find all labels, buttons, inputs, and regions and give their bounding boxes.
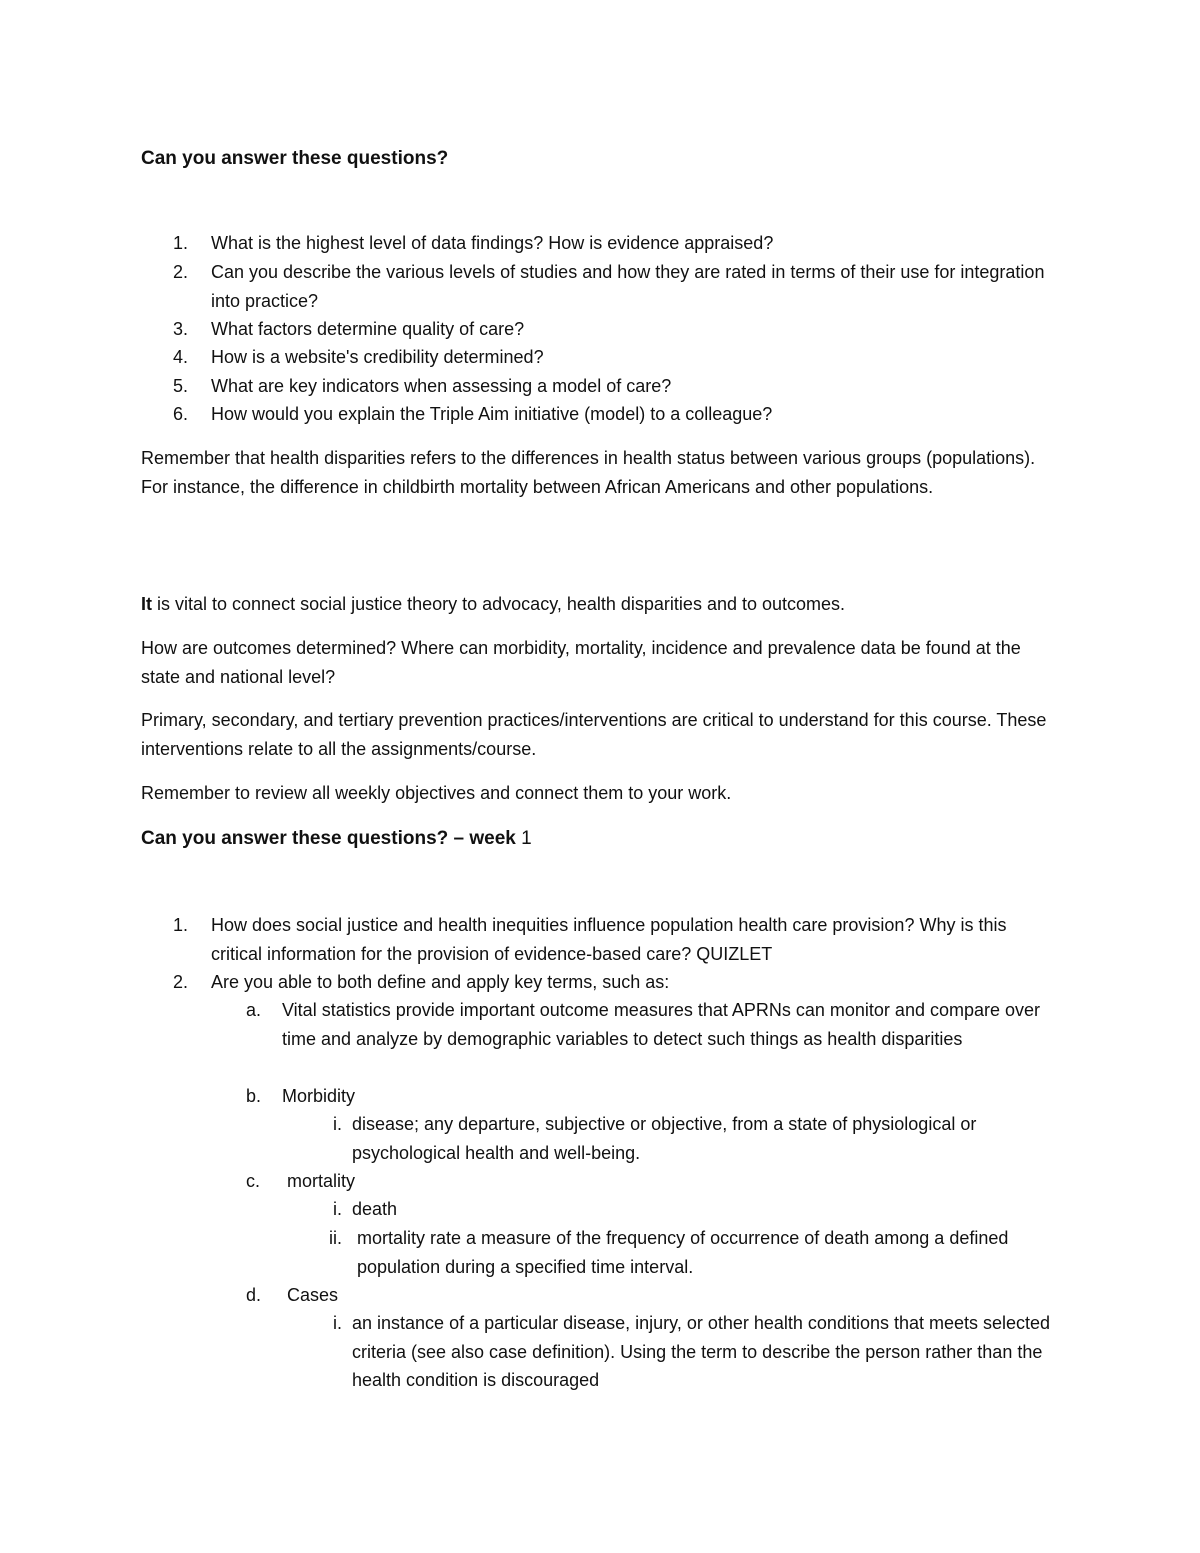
list-item bbox=[173, 372, 1061, 401]
definition-text: death bbox=[352, 1199, 398, 1219]
list-number: 3. bbox=[173, 319, 189, 339]
list-item bbox=[173, 343, 1061, 372]
definition-marker: i. bbox=[333, 1313, 342, 1333]
term-item bbox=[246, 1167, 1072, 1196]
list-number: 6. bbox=[173, 404, 189, 424]
definition-marker: ii. bbox=[329, 1228, 342, 1248]
list-number: 2. bbox=[173, 972, 189, 992]
term-text: Morbidity bbox=[282, 1086, 356, 1106]
prevention-paragraph: Primary, secondary, and tertiary prevention practices/interventions are critical to understand for this course. These interventions relate to all the assignments/course. bbox=[141, 710, 1047, 759]
list-item bbox=[173, 258, 1061, 315]
vital-text: is vital to connect social justice theory to advocacy, health disparities and to outcomes. bbox=[152, 594, 846, 614]
question-text: What is the highest level of data findings? How is evidence appraised? bbox=[211, 233, 774, 253]
list-number: 1. bbox=[173, 233, 189, 253]
term-marker: c. bbox=[246, 1171, 261, 1191]
list-item bbox=[173, 400, 1061, 429]
outcomes-paragraph: How are outcomes determined? Where can morbidity, mortality, incidence and prevalence data be found at the state and national level? bbox=[141, 638, 1021, 687]
term-marker: b. bbox=[246, 1086, 262, 1106]
definition-item bbox=[333, 1309, 1062, 1395]
term-text: mortality bbox=[287, 1171, 356, 1191]
definition-item bbox=[333, 1110, 1062, 1167]
week-heading-text: Can you answer these questions? – week bbox=[141, 828, 516, 849]
week-heading bbox=[141, 827, 532, 851]
question-text: What factors determine quality of care? bbox=[211, 319, 525, 339]
list-item bbox=[173, 229, 1061, 258]
list-number: 2. bbox=[173, 262, 189, 282]
definition-item bbox=[329, 1224, 1062, 1281]
term-item bbox=[246, 1281, 1072, 1310]
term-item bbox=[246, 996, 1072, 1053]
list-item bbox=[173, 911, 1061, 968]
definition-text: mortality rate a measure of the frequency of occurrence of death among a defined population during a specified time interval. bbox=[357, 1228, 1009, 1277]
list-item bbox=[173, 968, 1061, 997]
question-text: Can you describe the various levels of studies and how they are rated in terms of their use for integration into practice? bbox=[211, 262, 1045, 311]
disparities-paragraph: Remember that health disparities refers to the differences in health status between various groups (populations). For instance, the difference in childbirth mortality between African Americans and other populations. bbox=[141, 448, 1036, 497]
definition-marker: i. bbox=[333, 1199, 342, 1219]
term-marker: d. bbox=[246, 1285, 262, 1305]
term-item bbox=[246, 1082, 1072, 1111]
question-text: Are you able to both define and apply key terms, such as: bbox=[211, 972, 670, 992]
definition-text: disease; any departure, subjective or objective, from a state of physiological or psychological health and well-being. bbox=[352, 1114, 977, 1163]
question-text: How does social justice and health inequities influence population health care provision? Why is this critical information for the provision of evidence-based care? QUIZLET bbox=[211, 915, 1007, 964]
question-text: How would you explain the Triple Aim initiative (model) to a colleague? bbox=[211, 404, 773, 424]
list-item bbox=[173, 315, 1061, 344]
list-number: 5. bbox=[173, 376, 189, 396]
vital-paragraph bbox=[141, 590, 1061, 619]
review-paragraph: Remember to review all weekly objectives and connect them to your work. bbox=[141, 783, 732, 803]
definition-text: an instance of a particular disease, injury, or other health conditions that meets selected criteria (see also case definition). Using the term to describe the person rather than the health condition is discouraged bbox=[352, 1313, 1051, 1390]
term-marker: a. bbox=[246, 1000, 262, 1020]
definition-marker: i. bbox=[333, 1114, 342, 1134]
definition-item bbox=[333, 1195, 1062, 1224]
section-heading: Can you answer these questions? bbox=[141, 148, 449, 169]
vital-lead-word: It bbox=[141, 594, 152, 614]
question-text: How is a website's credibility determined? bbox=[211, 347, 544, 367]
term-text: Vital statistics provide important outcome measures that APRNs can monitor and compare over time and analyze by demographic variables to detect such things as health disparities bbox=[282, 1000, 1041, 1049]
list-number: 4. bbox=[173, 347, 189, 367]
term-text: Cases bbox=[287, 1285, 339, 1305]
question-text: What are key indicators when assessing a model of care? bbox=[211, 376, 672, 396]
week-number: 1 bbox=[515, 828, 532, 849]
list-number: 1. bbox=[173, 915, 189, 935]
